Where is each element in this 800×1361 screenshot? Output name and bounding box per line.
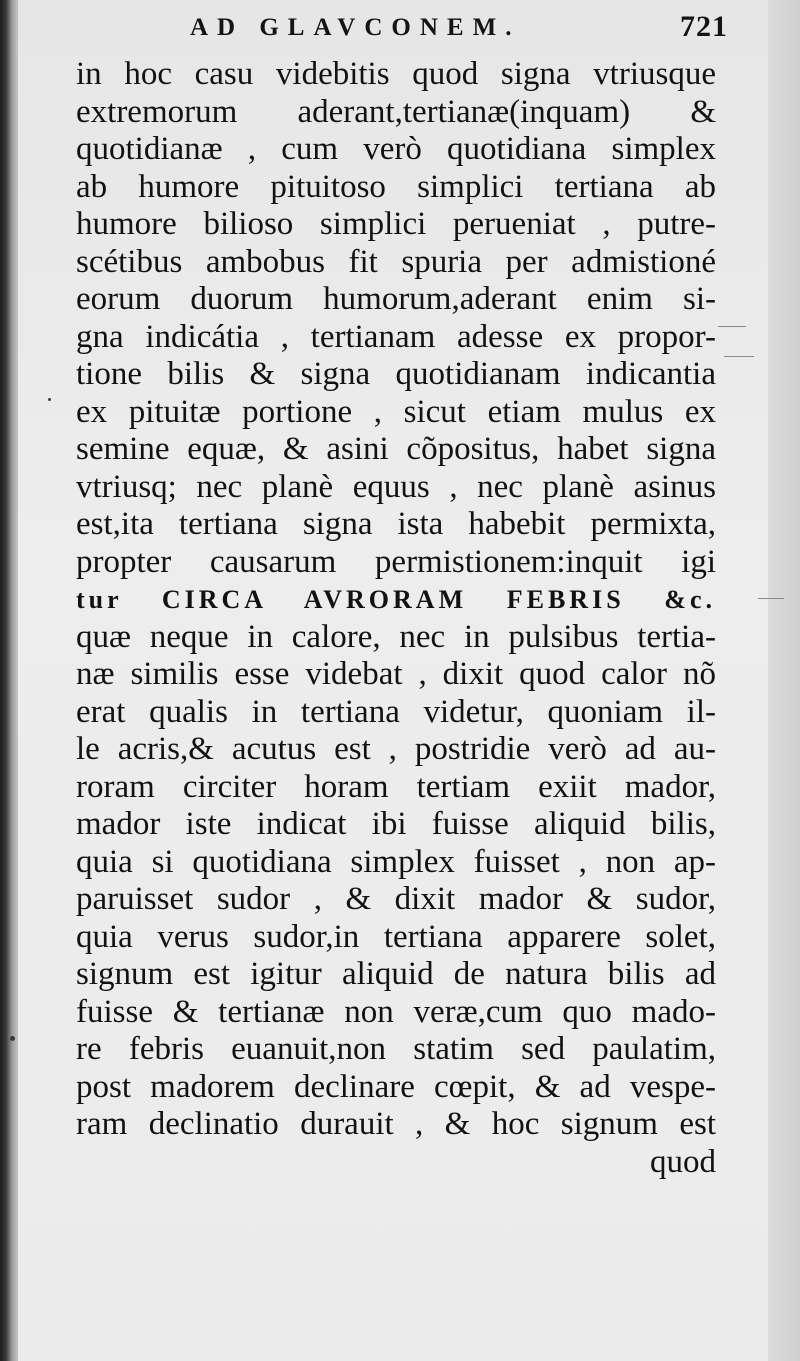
catchword: quod bbox=[650, 1143, 716, 1180]
text-line: ex pituitæ portione , sicut etiam mulus ex bbox=[76, 393, 716, 430]
ink-speck bbox=[48, 398, 51, 401]
text-line: mador iste indicat ibi fuisse aliquid bilis, bbox=[76, 806, 716, 842]
text-line: roram circiter horam tertiam exiit mador, bbox=[76, 768, 716, 805]
text-line: quæ neque in calore, nec in pulsibus tertia- bbox=[76, 618, 716, 655]
text-line: humore bilioso simplici perueniat , putre- bbox=[76, 206, 716, 242]
text-line: tione bilis & signa quotidianam indicantia bbox=[76, 356, 716, 392]
text-line: paruisset sudor , & dixit mador & sudor, bbox=[76, 881, 716, 917]
text-line: post madorem declinare cœpit, & ad vespe- bbox=[76, 1068, 716, 1105]
text-line: erat qualis in tertiana videtur, quoniam il- bbox=[76, 693, 716, 730]
text-line-small-caps: tur CIRCA AVRORAM FEBRIS &c. bbox=[76, 585, 716, 614]
margin-mark bbox=[758, 598, 784, 599]
text-line: quia si quotidiana simplex fuisset , non ap- bbox=[76, 843, 716, 880]
text-line: extremorum aderant,tertianæ(inquam) & bbox=[76, 93, 716, 130]
running-head: AD GLAVCONEM. bbox=[190, 14, 521, 41]
book-page bbox=[18, 0, 768, 1361]
text-line: in hoc casu videbitis quod signa vtriusque bbox=[76, 56, 716, 92]
text-line: semine equæ, & asini cõpositus, habet signa bbox=[76, 431, 716, 467]
text-line: ab humore pituitoso simplici tertiana ab bbox=[76, 168, 716, 205]
text-line: vtriusq; nec planè equus , nec planè asinus bbox=[76, 468, 716, 505]
text-line: gna indicátia , tertianam adesse ex propor- bbox=[76, 318, 716, 355]
ink-speck bbox=[10, 1036, 15, 1041]
text-line: signum est igitur aliquid de natura bilis ad bbox=[76, 956, 716, 992]
page-number: 721 bbox=[680, 10, 728, 43]
text-line: quia verus sudor,in tertiana apparere solet, bbox=[76, 918, 716, 955]
text-line: scétibus ambobus fit spuria per admistioné bbox=[76, 243, 716, 280]
text-line: ram declinatio durauit , & hoc signum est bbox=[76, 1106, 716, 1142]
body-text bbox=[76, 56, 716, 1181]
text-line: le acris,& acutus est , postridie verò ad au- bbox=[76, 731, 716, 767]
text-line: propter causarum permistionem:inquit igi bbox=[76, 543, 716, 580]
text-line: est,ita tertiana signa ista habebit permixta, bbox=[76, 506, 716, 542]
text-line: quotidianæ , cum verò quotidiana simplex bbox=[76, 131, 716, 167]
text-line: næ similis esse videbat , dixit quod calor nõ bbox=[76, 656, 716, 692]
text-line: re febris euanuit,non statim sed paulatim, bbox=[76, 1031, 716, 1067]
margin-mark bbox=[718, 326, 746, 327]
text-line: eorum duorum humorum,aderant enim si- bbox=[76, 281, 716, 317]
margin-mark bbox=[724, 356, 754, 357]
text-line: fuisse & tertianæ non veræ,cum quo mado- bbox=[76, 993, 716, 1030]
